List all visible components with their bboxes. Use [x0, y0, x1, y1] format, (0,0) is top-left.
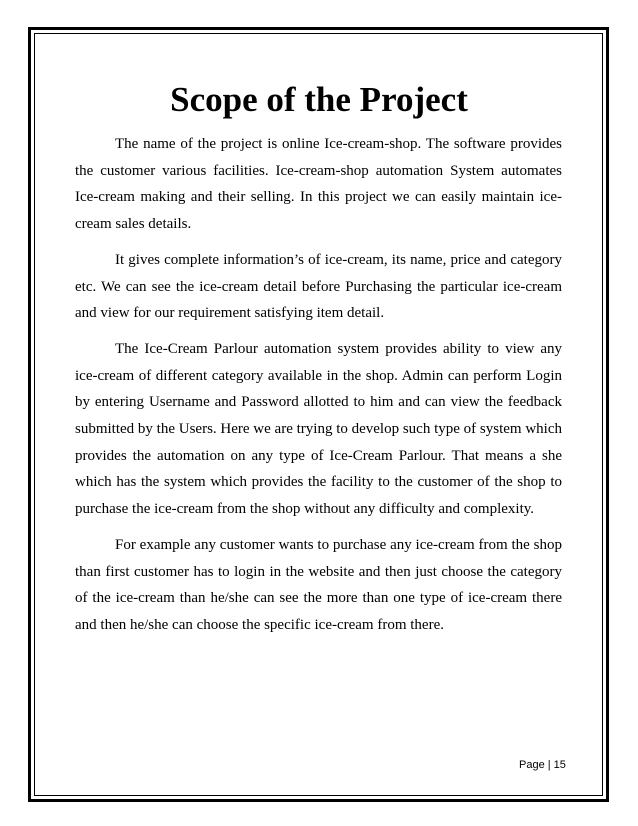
page-number: Page | 15 [519, 759, 566, 771]
paragraph-example: For example any customer wants to purchase any ice-cream from the shop than first customer has to login in the website and then just choose the category of the ice-cream than he/she can see the more than one type of ice-cream there and then he/she can choose the specific ice-cream from there. [75, 536, 562, 633]
paragraph-information: It gives complete information’s of ice-cream, its name, price and category etc. We can see the ice-cream detail before Purchasing the particular ice-cream and view for our requirement satisfying item detail. [75, 251, 562, 322]
paragraph-automation-system: The Ice-Cream Parlour automation system provides ability to view any ice-cream of different category available in the shop. Admin can perform Login by entering Username and Password allotted to him and can view the feedback submitted by the Users. Here we are trying to develop such type of system which provides the automation on any type of Ice-Cream Parlour. That means a she which has the system which provides the facility to the customer of the shop to purchase the ice-cream from the shop without any difficulty and complexity. [75, 340, 562, 518]
paragraph-project-name: The name of the project is online Ice-cream-shop. The software provides the customer various facilities. Ice-cream-shop automation System automates Ice-cream making and their selling. In this project we can easily maintain ice-cream sales details. [75, 136, 562, 233]
document-body [75, 131, 562, 648]
page-title: Scope of the Project [170, 80, 468, 119]
